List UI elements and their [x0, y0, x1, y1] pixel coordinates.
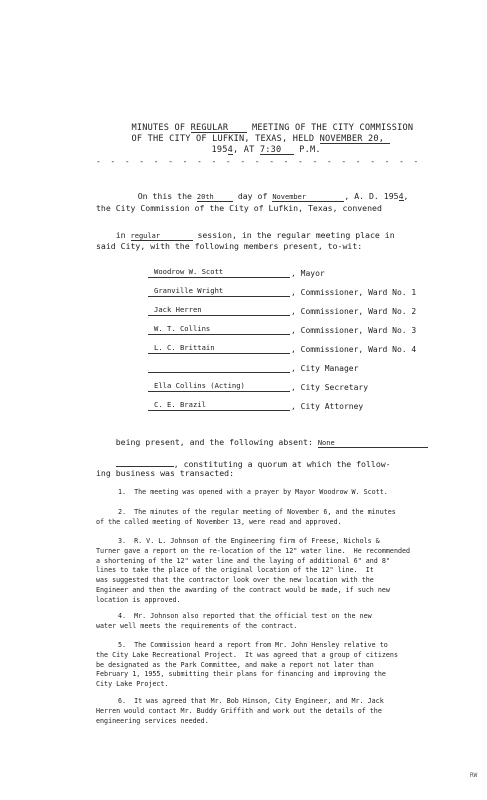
- absent-line-3: ing business was transacted:: [96, 468, 235, 478]
- title-meeting-of: MEETING OF THE CITY COMMISSION: [252, 122, 414, 133]
- member-role: , City Manager: [291, 364, 359, 373]
- member-role: , Commissioner, Ward No. 4: [291, 345, 417, 354]
- intro-session-text: session, in the regular meeting place in: [197, 230, 395, 241]
- member-role: , Commissioner, Ward No. 1: [291, 288, 417, 297]
- intro-day-of: day of: [237, 191, 268, 202]
- member-name: C. E. Brazil: [154, 400, 206, 409]
- member-name-line: [148, 380, 290, 392]
- meeting-ampm: P.M.: [299, 144, 321, 155]
- member-name: W. T. Collins: [154, 324, 211, 333]
- member-name: Woodrow W. Scott: [154, 267, 224, 276]
- dashed-separator: - - - - - - - - - - - - - - - - - - - - - - -: [96, 157, 421, 166]
- member-name-line: [148, 361, 290, 373]
- absent-blank: [116, 458, 174, 467]
- intro-line-4: said City, with the following members present, to-wit:: [96, 241, 363, 251]
- member-name: Ella Collins (Acting): [154, 381, 245, 390]
- title-city-of-lufkin: OF THE CITY OF LUFKIN, TEXAS, HELD: [131, 133, 315, 144]
- quorum-text: , constituting a quorum at which the follow-: [173, 459, 391, 470]
- intro-year-digit: 4: [398, 191, 404, 202]
- title-year-digit: 4: [227, 144, 233, 155]
- member-name-line: [148, 323, 290, 335]
- minutes-item-2: 2. The minutes of the regular meeting of November 6, and the minutes of the called meeting of November 13, were read and approved.: [96, 508, 396, 526]
- meeting-time: 7:30: [260, 146, 294, 156]
- session-type: regular: [131, 233, 193, 241]
- member-role: , Commissioner, Ward No. 2: [291, 307, 417, 316]
- intro-line-2: the City Commission of the City of Lufkin, Texas, convened: [96, 203, 382, 213]
- intro-in: in: [115, 230, 126, 241]
- minutes-item-4: 4. Mr. Johnson also reported that the official test on the new water well meets the requirements of the contract.: [96, 612, 372, 630]
- intro-month: November: [272, 194, 344, 202]
- member-name-line: [148, 399, 290, 411]
- member-role: , Commissioner, Ward No. 3: [291, 326, 417, 335]
- intro-day: 20th: [197, 194, 233, 202]
- intro-ad: , A. D. 195: [344, 191, 399, 202]
- member-name: Granville Wright: [154, 286, 224, 295]
- title-at: , AT: [233, 144, 255, 155]
- held-date: NOVEMBER 20,: [320, 135, 390, 145]
- absent-value: None: [318, 440, 428, 448]
- member-name: L. C. Brittain: [154, 343, 215, 352]
- member-role: , City Secretary: [291, 383, 369, 392]
- minutes-item-6: 6. It was agreed that Mr. Bob Hinson, City Engineer, and Mr. Jack Herren would contact Mr. Buddy Griffith and work out the details of the engineering services needed.: [96, 697, 384, 725]
- page-mark: RW: [470, 772, 478, 779]
- absent-text: being present, and the following absent:: [115, 437, 313, 448]
- intro-comma: ,: [403, 191, 409, 202]
- title-year-prefix: 195: [211, 144, 228, 155]
- intro-on-this: On this the: [137, 191, 192, 202]
- minutes-item-1: 1. The meeting was opened with a prayer by Mayor Woodrow W. Scott.: [118, 488, 388, 496]
- member-name: Jack Herren: [154, 305, 202, 314]
- member-name-line: [148, 304, 290, 316]
- member-name-line: [148, 285, 290, 297]
- member-name-line: [148, 342, 290, 354]
- member-role: , City Attorney: [291, 402, 364, 411]
- minutes-item-3: 3. R. V. L. Johnson of the Engineering firm of Freese, Nichols & Turner gave a report on the re-location of the 12" water line. He recommended a shortening of the 12" water line and the laying of additional 6" and 8" lines to take the place of the original location of the 12" line. It was suggested that the contractor look over the new location with the Engineer and then the awarding of the contract would be made, if such new location is approved.: [96, 537, 411, 604]
- member-name-line: [148, 266, 290, 278]
- title-minutes-of: MINUTES OF: [131, 122, 186, 133]
- minutes-item-5: 5. The Commission heard a report from Mr. John Hensley relative to the City Lake Recreational Project. It was agreed that a group of citizens be designated as the Park Committee, and make a report not later than February 1, 1955, submitting their plans for financing and improving the City Lake Project.: [96, 641, 398, 689]
- member-role: , Mayor: [291, 269, 325, 278]
- meeting-type: REGULAR: [191, 124, 247, 134]
